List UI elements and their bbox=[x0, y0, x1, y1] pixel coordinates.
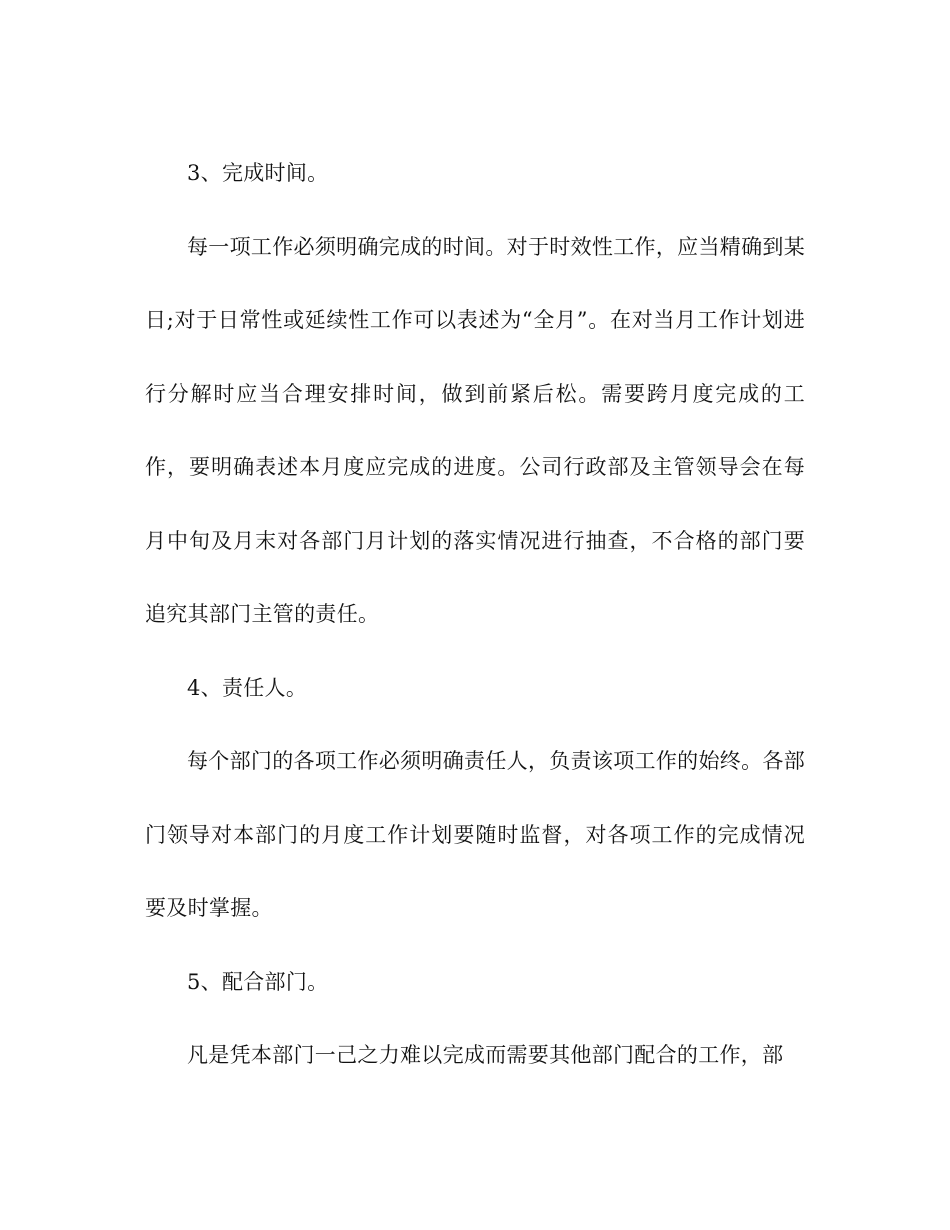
section-heading-completion-time: 3、完成时间。 bbox=[187, 161, 329, 185]
section-heading-cooperating-department: 5、配合部门。 bbox=[187, 969, 329, 994]
paragraph-cooperating-department: 凡是凭本部门一己之力难以完成而需要其他部门配合的工作，部 bbox=[187, 1043, 784, 1067]
section-heading-responsible-person: 4、责任人。 bbox=[187, 675, 308, 700]
document-body bbox=[145, 137, 805, 1093]
paragraph-completion-time: 每一项工作必须明确完成的时间。对于时效性工作，应当精确到某日;对于日常性或延续性工作可以表述为“全月”。在对当月工作计划进行分解时应当合理安排时间，做到前紧后松。需要跨月度完成的工作，要明确表述本月度应完成的进度。公司行政部及主管领导会在每月中旬及月末对各部门月计划的落实情况进行抽查，不合格的部门要追究其部门主管的责任。 bbox=[145, 234, 805, 626]
paragraph-responsible-person: 每个部门的各项工作必须明确责任人，负责该项工作的始终。各部门领导对本部门的月度工作计划要随时监督，对各项工作的完成情况要及时掌握。 bbox=[145, 749, 805, 920]
